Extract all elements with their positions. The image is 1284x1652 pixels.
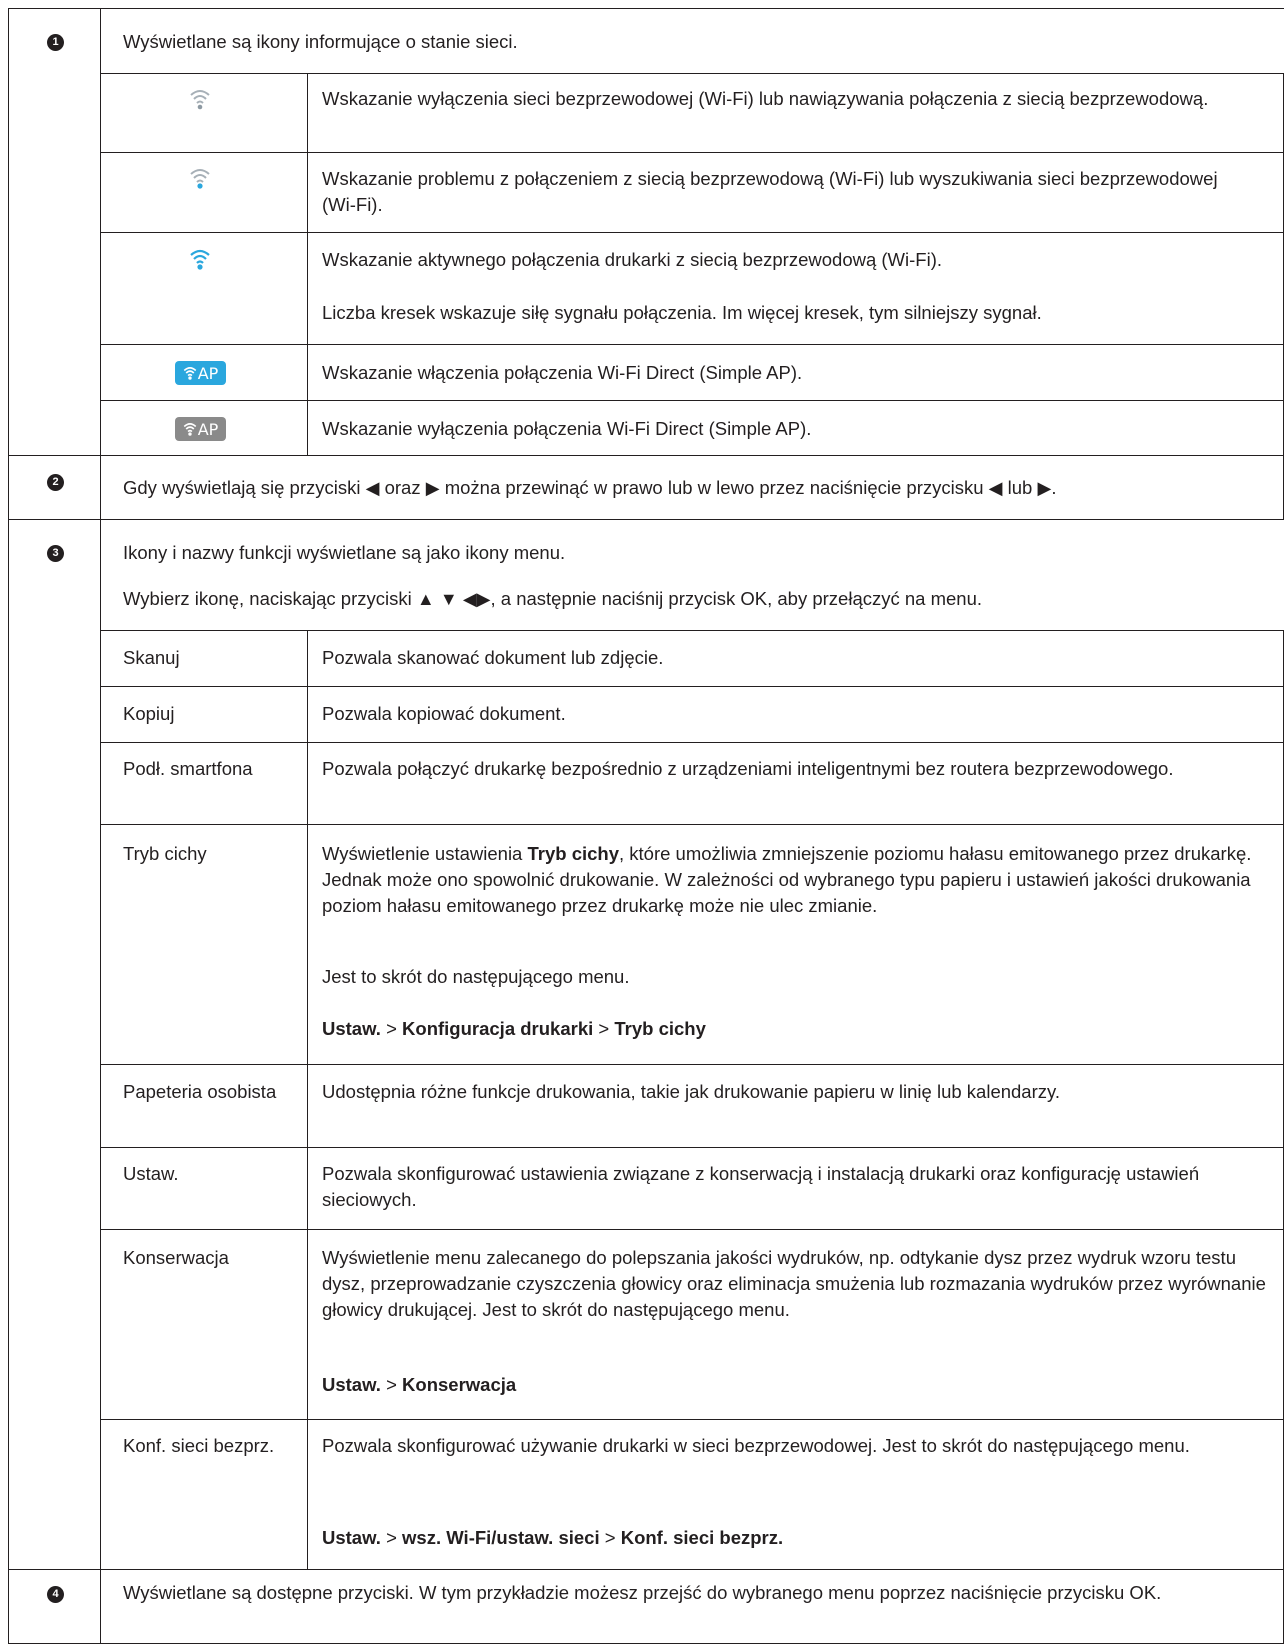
menu-name: Ustaw.	[123, 1163, 179, 1184]
right-arrow-icon: ▶	[476, 589, 491, 609]
icon-row-desc: Wskazanie wyłączenia połączenia Wi-Fi Direct (Simple AP).	[322, 418, 812, 439]
section-3	[8, 519, 1284, 1569]
callout-number-1: 1	[47, 34, 64, 51]
menu-name: Kopiuj	[123, 703, 175, 724]
menu-row	[101, 1229, 1284, 1419]
document	[8, 8, 1284, 1652]
section-3-text: Ikony i nazwy funkcji wyświetlane są jako ikony menu.	[123, 542, 566, 563]
left-arrow-icon: ◀	[462, 589, 477, 609]
left-arrow-icon: ◀	[365, 478, 380, 498]
section-number-cell	[8, 1570, 101, 1643]
wifi-error-icon	[189, 166, 211, 190]
icon-row	[101, 73, 1284, 152]
menu-name: Konf. sieci bezprz.	[123, 1435, 275, 1456]
right-arrow-icon: ▶	[1037, 478, 1052, 498]
section-1	[8, 8, 1284, 455]
icon-row-desc-2: Liczba kresek wskazuje siłę sygnału połączenia. Im więcej kresek, tym silniejszy sygnał.	[322, 302, 1042, 323]
menu-desc: Pozwala skonfigurować ustawienia związane z konserwacją i instalacją drukarki oraz konfigurację ustawień sieciowych.	[322, 1163, 1200, 1210]
menu-desc: Pozwala skanować dokument lub zdjęcie.	[322, 647, 664, 668]
icon-row	[101, 400, 1284, 456]
left-arrow-icon: ◀	[988, 478, 1003, 498]
menu-name: Podł. smartfona	[123, 758, 253, 779]
menu-path: Ustaw. > wsz. Wi-Fi/ustaw. sieci > Konf. sieci bezprz.	[322, 1527, 784, 1548]
up-arrow-icon: ▲	[416, 589, 435, 609]
wifi-connected-icon	[189, 247, 211, 271]
section-3-text-2: Wybierz ikonę, naciskając przyciski ▲ ▼ ◀▶, a następnie naciśnij przycisk OK, aby przełączyć na menu.	[123, 586, 982, 612]
section-2	[8, 455, 1284, 519]
menu-path: Ustaw. > Konserwacja	[322, 1374, 517, 1395]
icon-row-desc: Wskazanie problemu z połączeniem z siecią bezprzewodową (Wi-Fi) lub wyszukiwania sieci bezprzewodowej (Wi-Fi).	[322, 168, 1218, 215]
section-number-cell	[8, 520, 101, 1569]
menu-name: Skanuj	[123, 647, 180, 668]
menu-row	[101, 1147, 1284, 1229]
wifi-direct-on-icon	[175, 361, 226, 385]
badge-label: AP	[197, 363, 219, 383]
menu-path: Ustaw. > Konfiguracja drukarki > Tryb cichy	[322, 1018, 706, 1039]
callout-number-4: 4	[47, 1586, 64, 1603]
section-number-cell	[8, 9, 101, 455]
menu-desc: Pozwala skonfigurować używanie drukarki w sieci bezprzewodowej. Jest to skrót do następującego menu.	[322, 1435, 1190, 1456]
icon-row-desc: Wskazanie włączenia połączenia Wi-Fi Direct (Simple AP).	[322, 362, 803, 383]
menu-row	[101, 1419, 1284, 1570]
menu-row	[101, 630, 1284, 686]
icon-row-desc: Wskazanie wyłączenia sieci bezprzewodowej (Wi-Fi) lub nawiązywania połączenia z siecią bezprzewodową.	[322, 88, 1209, 109]
icon-row-desc: Wskazanie aktywnego połączenia drukarki z siecią bezprzewodową (Wi-Fi).	[322, 249, 942, 270]
icon-row	[101, 344, 1284, 400]
menu-desc: Pozwala kopiować dokument.	[322, 703, 566, 724]
callout-number-2: 2	[47, 474, 64, 491]
menu-row	[101, 742, 1284, 824]
wifi-off-icon	[189, 87, 211, 111]
menu-shortcut-note: Jest to skrót do następującego menu.	[322, 966, 630, 987]
section-4	[8, 1569, 1284, 1644]
section-1-text: Wyświetlane są ikony informujące o stanie sieci.	[123, 31, 518, 52]
menu-row	[101, 1064, 1284, 1147]
menu-name: Papeteria osobista	[123, 1081, 277, 1102]
menu-row	[101, 686, 1284, 742]
menu-desc: Wyświetlenie ustawienia Tryb cichy, które umożliwia zmniejszenie poziomu hałasu emitowanego przez drukarkę. Jednak może ono spowolnić drukowanie. W zależności od wybranego typu papieru i ustawień jakości drukowania poziom hałasu emitowanego przez drukarkę może nie ulec zmianie.	[322, 843, 1252, 916]
icon-row	[101, 232, 1284, 344]
wifi-direct-off-icon	[175, 417, 226, 441]
right-arrow-icon: ▶	[425, 478, 440, 498]
menu-desc: Wyświetlenie menu zalecanego do polepszania jakości wydruków, np. odtykanie dysz przez wydruk wzoru testu dysz, przeprowadzanie czyszczenia głowicy oraz eliminacja smużenia lub rozmazania wydruków przez wyrównanie głowicy drukującej. Jest to skrót do następującego menu.	[322, 1247, 1266, 1320]
down-arrow-icon: ▼	[439, 589, 458, 609]
badge-label: AP	[197, 419, 219, 439]
menu-name: Tryb cichy	[123, 843, 207, 864]
section-4-text: Wyświetlane są dostępne przyciski. W tym przykładzie możesz przejść do wybranego menu poprzez naciśnięcie przycisku OK.	[123, 1582, 1162, 1603]
menu-desc: Pozwala połączyć drukarkę bezpośrednio z urządzeniami inteligentnymi bez routera bezprzewodowego.	[322, 758, 1174, 779]
section-number-cell	[8, 456, 101, 519]
menu-desc: Udostępnia różne funkcje drukowania, takie jak drukowanie papieru w linię lub kalendarzy.	[322, 1081, 1061, 1102]
menu-row	[101, 824, 1284, 1064]
section-2-text: Gdy wyświetlają się przyciski ◀ oraz ▶ można przewinąć w prawo lub w lewo przez naciśnięcie przycisku ◀ lub ▶.	[123, 475, 1056, 501]
callout-number-3: 3	[47, 545, 64, 562]
menu-name: Konserwacja	[123, 1247, 229, 1268]
icon-row	[101, 152, 1284, 232]
